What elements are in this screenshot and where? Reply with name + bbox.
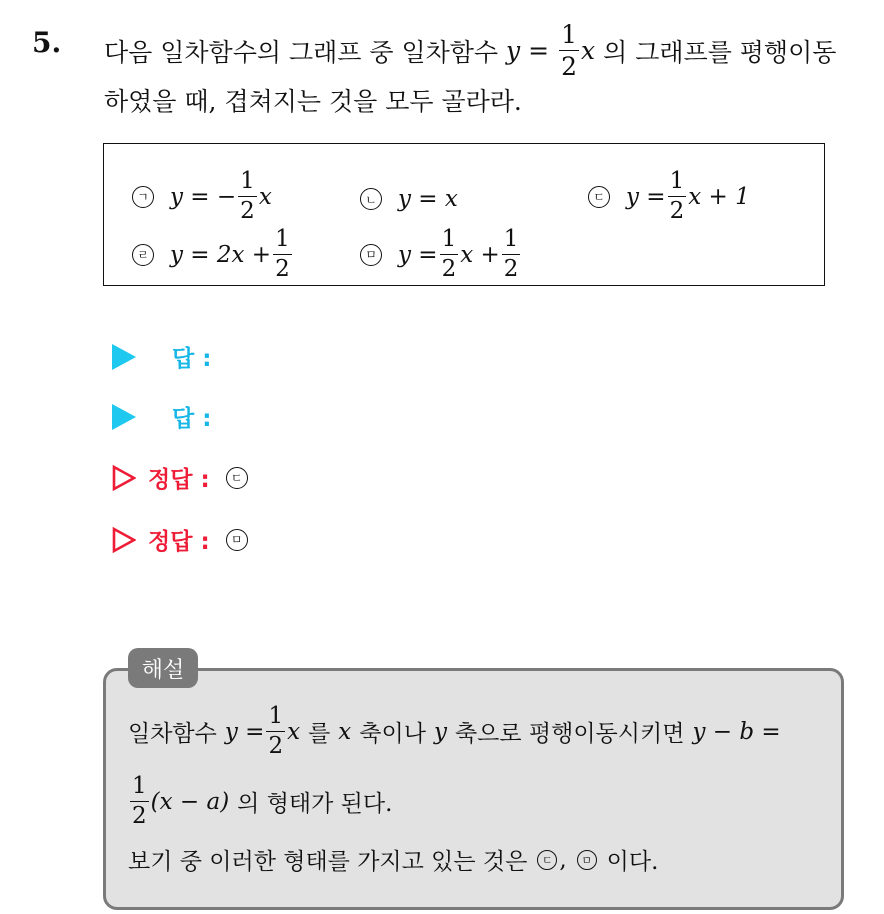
question-fraction — [559, 22, 579, 79]
fraction-denominator: 2 — [561, 52, 578, 81]
answer-label: 답 : — [172, 406, 212, 432]
explanation-eq-lhs: y = — [224, 718, 265, 745]
explanation-var: x — [338, 718, 352, 745]
explanation-text: 이다. — [606, 849, 659, 875]
fraction-numerator: 1 — [668, 170, 687, 197]
explanation-line-3: 보기 중 이러한 형태를 가지고 있는 것은 ㄷ , ㅁ 이다. — [128, 843, 658, 876]
option-fraction — [273, 228, 292, 281]
fraction-numerator: 1 — [273, 228, 292, 255]
explanation-text: 축으로 평행이동시키면 — [454, 721, 685, 747]
question-line-2: 하였을 때, 겹쳐지는 것을 모두 골라라. — [104, 87, 522, 116]
fraction-numerator: 1 — [130, 775, 149, 802]
option-e — [360, 228, 522, 281]
option-marker: ㄹ — [132, 244, 154, 266]
fraction-numerator: 1 — [440, 228, 459, 255]
option-lhs: y = — [398, 241, 438, 268]
explanation-text: 의 형태가 된다. — [237, 791, 393, 817]
play-triangle-icon — [112, 344, 136, 370]
option-expr: y = x — [398, 186, 458, 212]
outline-triangle-icon — [112, 465, 136, 491]
option-c — [588, 170, 750, 223]
correct-answer-label: 정답 : — [148, 529, 210, 555]
circled-marker: ㅁ — [577, 850, 597, 870]
option-lhs: y = − — [170, 183, 237, 210]
option-marker: ㄷ — [588, 186, 610, 208]
circled-marker: ㄷ — [537, 850, 557, 870]
option-var: x — [258, 183, 272, 210]
play-triangle-icon — [112, 404, 136, 430]
outline-triangle-icon — [112, 527, 136, 553]
explanation-text: 보기 중 이러한 형태를 가지고 있는 것은 — [128, 849, 528, 875]
option-d — [132, 228, 294, 281]
question-text-2: 의 그래프를 평행이동 — [603, 37, 837, 67]
fraction-denominator: 2 — [669, 198, 685, 224]
explanation-text: 를 — [308, 721, 331, 747]
option-marker: ㄴ — [360, 188, 382, 210]
fraction-denominator: 2 — [503, 256, 519, 282]
answer-label: 답 : — [172, 346, 212, 372]
question-eq-rel: = — [528, 36, 550, 65]
fraction-numerator: 1 — [238, 170, 257, 197]
option-tail: x + 1 — [688, 183, 750, 210]
option-mid: x + — [460, 241, 500, 268]
option-fraction — [440, 228, 459, 281]
explanation-fraction — [266, 705, 285, 758]
explanation-tag: 해설 — [128, 648, 198, 688]
explanation-eq: y − b = — [692, 718, 781, 745]
explanation-paren: (x − a) — [150, 788, 230, 815]
option-b — [360, 186, 458, 212]
explanation-fraction — [130, 775, 149, 828]
explanation-text: 축이나 — [359, 721, 426, 747]
fraction-denominator: 2 — [268, 733, 284, 759]
problem-number: 5. — [32, 26, 62, 59]
correct-answer-value: ㅁ — [226, 529, 248, 551]
option-lhs: y = — [626, 183, 666, 210]
option-fraction-2 — [502, 228, 521, 281]
answer-row-1 — [112, 340, 211, 373]
fraction-numerator: 1 — [502, 228, 521, 255]
fraction-denominator: 2 — [441, 256, 457, 282]
fraction-denominator: 2 — [275, 256, 290, 282]
question-text-1: 다음 일차함수의 그래프 중 일차함수 — [104, 37, 499, 67]
question-eq-lhs: y — [506, 36, 521, 65]
explanation-var: y — [433, 718, 447, 745]
fraction-denominator: 2 — [240, 198, 255, 224]
correct-answer-row-2 — [112, 523, 248, 556]
question-eq-var: x — [581, 36, 596, 65]
option-fraction — [238, 170, 257, 223]
correct-answer-value: ㄷ — [226, 467, 248, 489]
option-marker: ㄱ — [132, 186, 154, 208]
correct-answer-label: 정답 : — [148, 467, 210, 493]
fraction-numerator: 1 — [266, 705, 285, 732]
option-marker: ㅁ — [360, 244, 382, 266]
correct-answer-row-1 — [112, 461, 248, 494]
fraction-numerator: 1 — [561, 20, 578, 49]
explanation-eq-var: x — [287, 718, 301, 745]
option-a — [132, 170, 272, 223]
question-line-1 — [104, 22, 836, 79]
explanation-line-1 — [128, 705, 781, 758]
option-lhs: y = 2x + — [170, 241, 272, 268]
fraction-denominator: 2 — [132, 803, 147, 829]
explanation-text: 일차함수 — [128, 721, 217, 747]
answer-row-2 — [112, 400, 211, 433]
option-fraction — [668, 170, 687, 223]
explanation-line-2 — [128, 775, 392, 828]
